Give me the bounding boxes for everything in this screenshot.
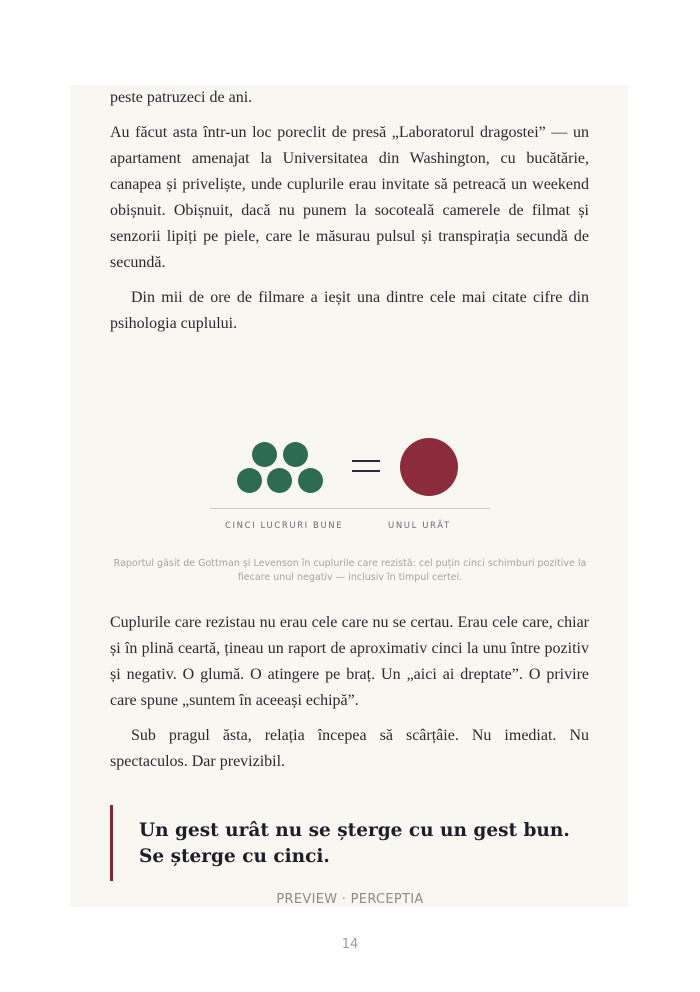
positive-dot [267, 468, 292, 493]
preview-label: PREVIEW · PERCEPTIA [276, 892, 424, 907]
equals-sign-top [352, 460, 380, 462]
body-text-bottom [110, 610, 589, 775]
positive-dot [252, 442, 277, 467]
body-text-top [110, 85, 589, 337]
paragraph: Sub pragul ăsta, relația începea să scârțâie. Nu imediat. Nu spectaculos. Dar previzibil. [110, 727, 589, 770]
left-label: CINCI LUCRURI BUNE [225, 521, 344, 531]
positive-dot [237, 468, 262, 493]
pull-quote [110, 805, 583, 881]
paragraph: Din mii de ore de filmare a ieșit una dintre cele mai citate cifre din psihologia cuplului. [110, 289, 589, 332]
paragraph: Au făcut asta într-un loc poreclit de presă „Laboratorul dragostei” — un apartament amenajat la Universitatea din Washington, cu bucătărie, canapea și priveliște, unde cuplurile erau invitate să petreacă un weekend obișnuit. Obișnuit, dacă nu punem la socoteală camerele de filmat și senzorii lipiți pe piele, care le măsurau pulsul și transpirația secundă de secundă. [110, 124, 589, 271]
page-number: 14 [341, 937, 359, 952]
positive-dot [298, 468, 323, 493]
right-label: UNUL URÂT [388, 521, 451, 531]
positive-dot [283, 442, 308, 467]
paragraph: Cuplurile care rezistau nu erau cele care nu se certau. Erau cele care, chiar și în plină ceartă, țineau un raport de aproximativ cinci la unu între pozitiv și negativ. O glumă. O atingere pe braț. Un „aici ai dreptate”. O privire care spune „suntem în aceeași echipă”. [110, 614, 589, 709]
equals-sign-bottom [352, 470, 380, 472]
ratio-figure [210, 437, 490, 542]
figure-divider [210, 508, 490, 509]
pull-quote-text: Un gest urât nu se șterge cu un gest bun. Se șterge cu cinci. [139, 820, 570, 867]
negative-dot [400, 438, 458, 496]
figure-caption: Raportul găsit de Gottman și Levenson în cuplurile care rezistă: cel puțin cinci schimburi pozitive la fiecare unul negativ — inclusiv în timpul certei. [113, 558, 587, 583]
paragraph: peste patruzeci de ani. [110, 89, 253, 106]
